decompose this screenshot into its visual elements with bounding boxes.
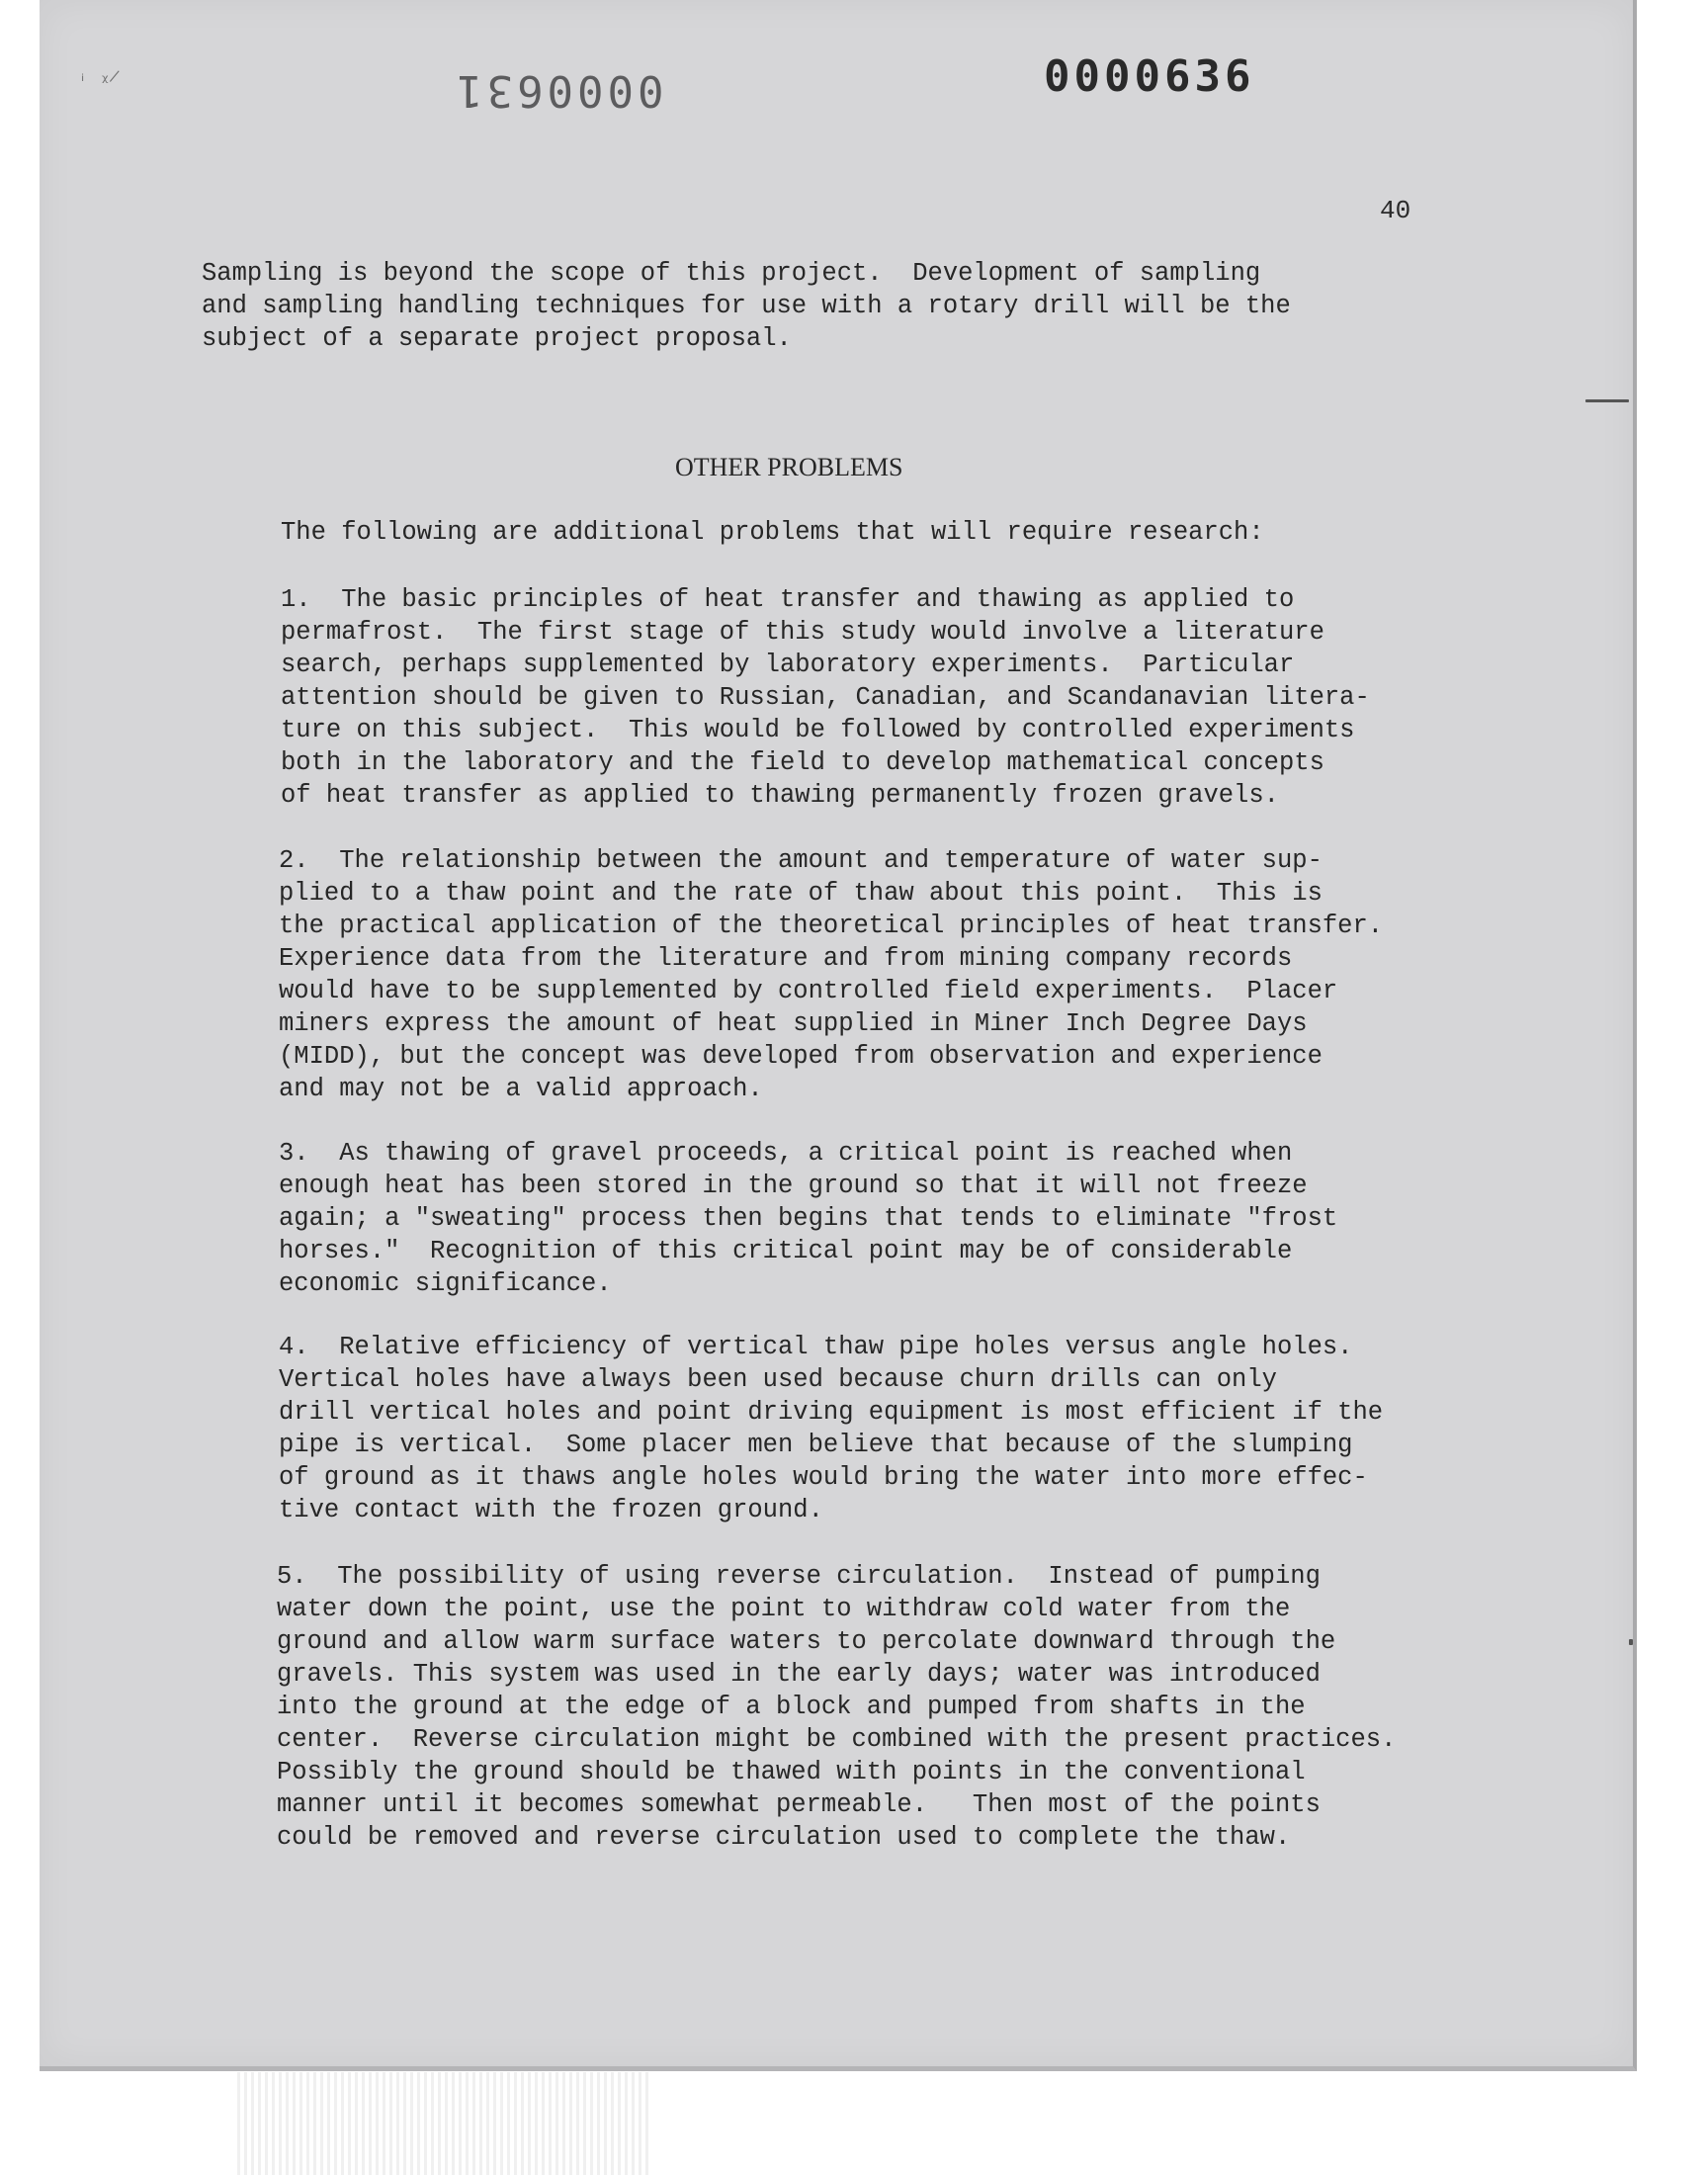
margin-mark <box>1629 1639 1633 1645</box>
margin-mark <box>1585 399 1629 402</box>
page-number: 40 <box>1380 196 1411 225</box>
problem-item: 2. The relationship between the amount and temperature of water sup- plied to a thaw point and the rate of thaw about this point. This is the practical application of the theoretical principles of heat transfer. Experience data from the literature and from mining company records would have to be supplemented by controlled field experiments. Placer miners express the amount of heat supplied in Miner Inch Degree Days (MIDD), but the concept was developed from observation and experience and may not be a valid approach. <box>279 846 1384 1103</box>
mirrored-document-number: 0000631 <box>453 65 664 116</box>
scan-specks: ᵢ ᵪ ̷ <box>81 65 127 86</box>
problem-item: 3. As thawing of gravel proceeds, a critical point is reached when enough heat has been stored in the ground so that it will not freeze again; a "sweating" process then begins that tends to eliminate "frost horses." Recognition of this critical point may be of considerable economic significance. <box>279 1139 1338 1298</box>
lead-paragraph: The following are additional problems that will require research: <box>281 518 1264 547</box>
intro-paragraph: Sampling is beyond the scope of this project. Development of sampling and sampling handling techniques for use with a rotary drill will be the subject of a separate project proposal. <box>202 259 1291 353</box>
document-number: 0000636 <box>1044 51 1255 102</box>
section-heading: OTHER PROBLEMS <box>675 453 903 481</box>
problem-item: 4. Relative efficiency of vertical thaw pipe holes versus angle holes. Vertical holes have always been used because churn drills can only drill vertical holes and point driving equipment is most efficient if the pipe is vertical. Some placer men believe that because of the slumping of ground as it thaws angle holes would bring the water into more effec- tive contact with the frozen ground. <box>279 1333 1384 1524</box>
problem-item: 1. The basic principles of heat transfer and thawing as applied to permafrost. The first stage of this study would involve a literature search, perhaps supplemented by laboratory experiments. Particular attention should be given to Russian, Canadian, and Scandanavian litera- ture on this subject. This would be followed by controlled experiments both in the laboratory and the field to develop mathematical concepts of heat transfer as applied to thawing permanently frozen gravels. <box>281 585 1370 810</box>
scanner-edge-artifact <box>237 2072 652 2175</box>
problem-item: 5. The possibility of using reverse circulation. Instead of pumping water down the point, use the point to withdraw cold water from the ground and allow warm surface waters to percolate downward through the gravels. This system was used in the early days; water was introduced into the ground at the edge of a block and pumped from shafts in the center. Reverse circulation might be combined with the present practices. Possibly the ground should be thawed with points in the conventional manner until it becomes somewhat permeable. Then most of the points could be removed and reverse circulation used to complete the thaw. <box>277 1562 1397 1852</box>
